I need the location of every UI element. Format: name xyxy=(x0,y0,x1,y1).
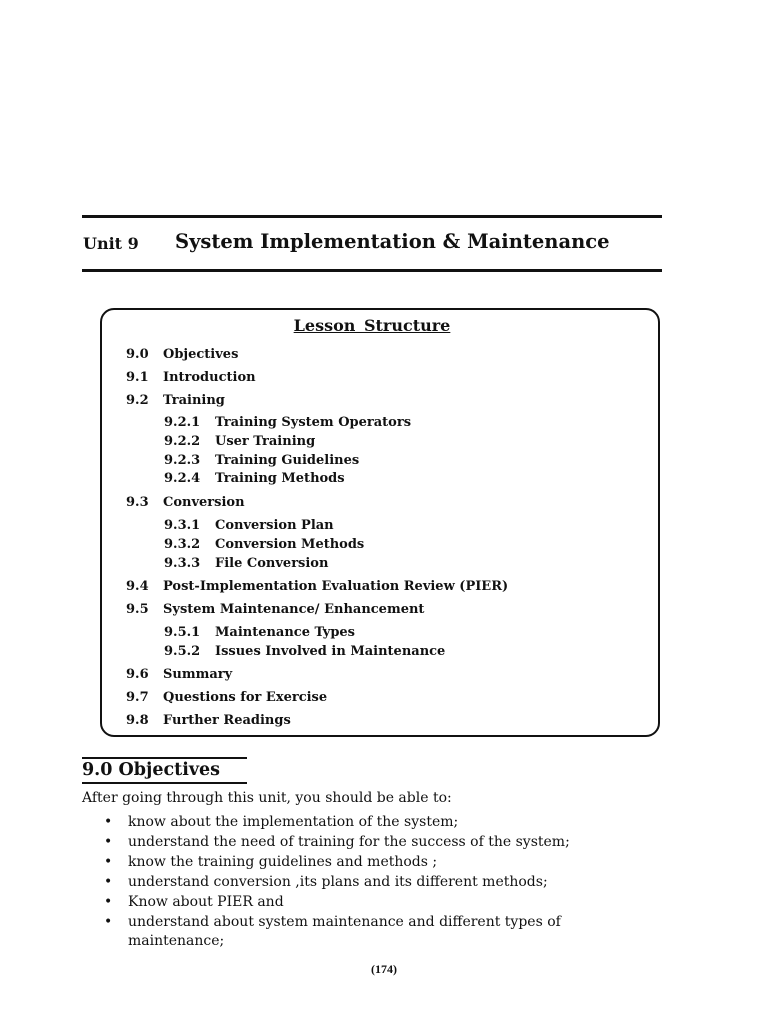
toc-number: 9.4 xyxy=(126,579,149,594)
toc-text: Summary xyxy=(163,667,233,682)
objectives-intro: After going through this unit, you should be able to: xyxy=(82,790,452,806)
toc-text: Issues Involved in Maintenance xyxy=(215,644,446,659)
toc-number: 9.7 xyxy=(126,690,149,705)
list-item-text: know the training guidelines and methods ; xyxy=(128,854,438,870)
toc-text: Training xyxy=(163,393,225,408)
toc-number: 9.3.1 xyxy=(164,518,201,533)
toc-text: Objectives xyxy=(163,347,239,362)
toc-text: Maintenance Types xyxy=(215,625,355,640)
toc-text: Training System Operators xyxy=(215,415,412,430)
toc-text: Further Readings xyxy=(163,713,291,728)
lesson-structure-title: Lesson Structure xyxy=(293,316,451,335)
unit-label: Unit 9 xyxy=(83,234,139,253)
objectives-heading: 9.0 Objectives xyxy=(82,757,247,784)
toc-number: 9.2.1 xyxy=(164,415,201,430)
toc-text: Training Guidelines xyxy=(215,453,360,468)
toc-number: 9.8 xyxy=(126,713,149,728)
toc-text: Questions for Exercise xyxy=(163,690,328,705)
toc-text: User Training xyxy=(215,434,316,449)
bullet-icon: • xyxy=(104,854,113,870)
toc-text: Introduction xyxy=(163,370,256,385)
toc-text: File Conversion xyxy=(215,556,329,571)
bullet-icon: • xyxy=(104,874,113,890)
toc-number: 9.2.2 xyxy=(164,434,201,449)
top-rule xyxy=(82,215,662,218)
toc-number: 9.6 xyxy=(126,667,149,682)
list-item-text: Know about PIER and xyxy=(128,894,284,910)
toc-number: 9.5.2 xyxy=(164,644,201,659)
toc-number: 9.1 xyxy=(126,370,149,385)
toc-text: Conversion Methods xyxy=(215,537,365,552)
toc-number: 9.2 xyxy=(126,393,149,408)
list-item-text: understand about system maintenance and different types of xyxy=(128,914,561,930)
toc-number: 9.3 xyxy=(126,495,149,510)
toc-number: 9.3.3 xyxy=(164,556,201,571)
toc-number: 9.2.4 xyxy=(164,471,201,486)
toc-number: 9.3.2 xyxy=(164,537,201,552)
toc-text: Conversion Plan xyxy=(215,518,334,533)
bottom-rule xyxy=(82,269,662,272)
list-item-text: understand conversion ,its plans and its different methods; xyxy=(128,874,548,890)
bullet-icon: • xyxy=(104,894,113,910)
unit-title: System Implementation & Maintenance xyxy=(175,230,610,253)
toc-text: Training Methods xyxy=(215,471,345,486)
toc-number: 9.2.3 xyxy=(164,453,201,468)
toc-text: System Maintenance/ Enhancement xyxy=(163,602,425,617)
toc-number: 9.0 xyxy=(126,347,149,362)
list-item-text: know about the implementation of the system; xyxy=(128,814,459,830)
toc-number: 9.5.1 xyxy=(164,625,201,640)
toc-text: Post-Implementation Evaluation Review (PIER) xyxy=(163,579,509,594)
list-item-text: understand the need of training for the success of the system; xyxy=(128,834,570,850)
toc-number: 9.5 xyxy=(126,602,149,617)
bullet-icon: • xyxy=(104,814,113,830)
list-item-text: maintenance; xyxy=(128,933,225,949)
bullet-icon: • xyxy=(104,834,113,850)
bullet-icon: • xyxy=(104,914,113,930)
page-number: (174) xyxy=(371,962,397,976)
toc-text: Conversion xyxy=(163,495,245,510)
